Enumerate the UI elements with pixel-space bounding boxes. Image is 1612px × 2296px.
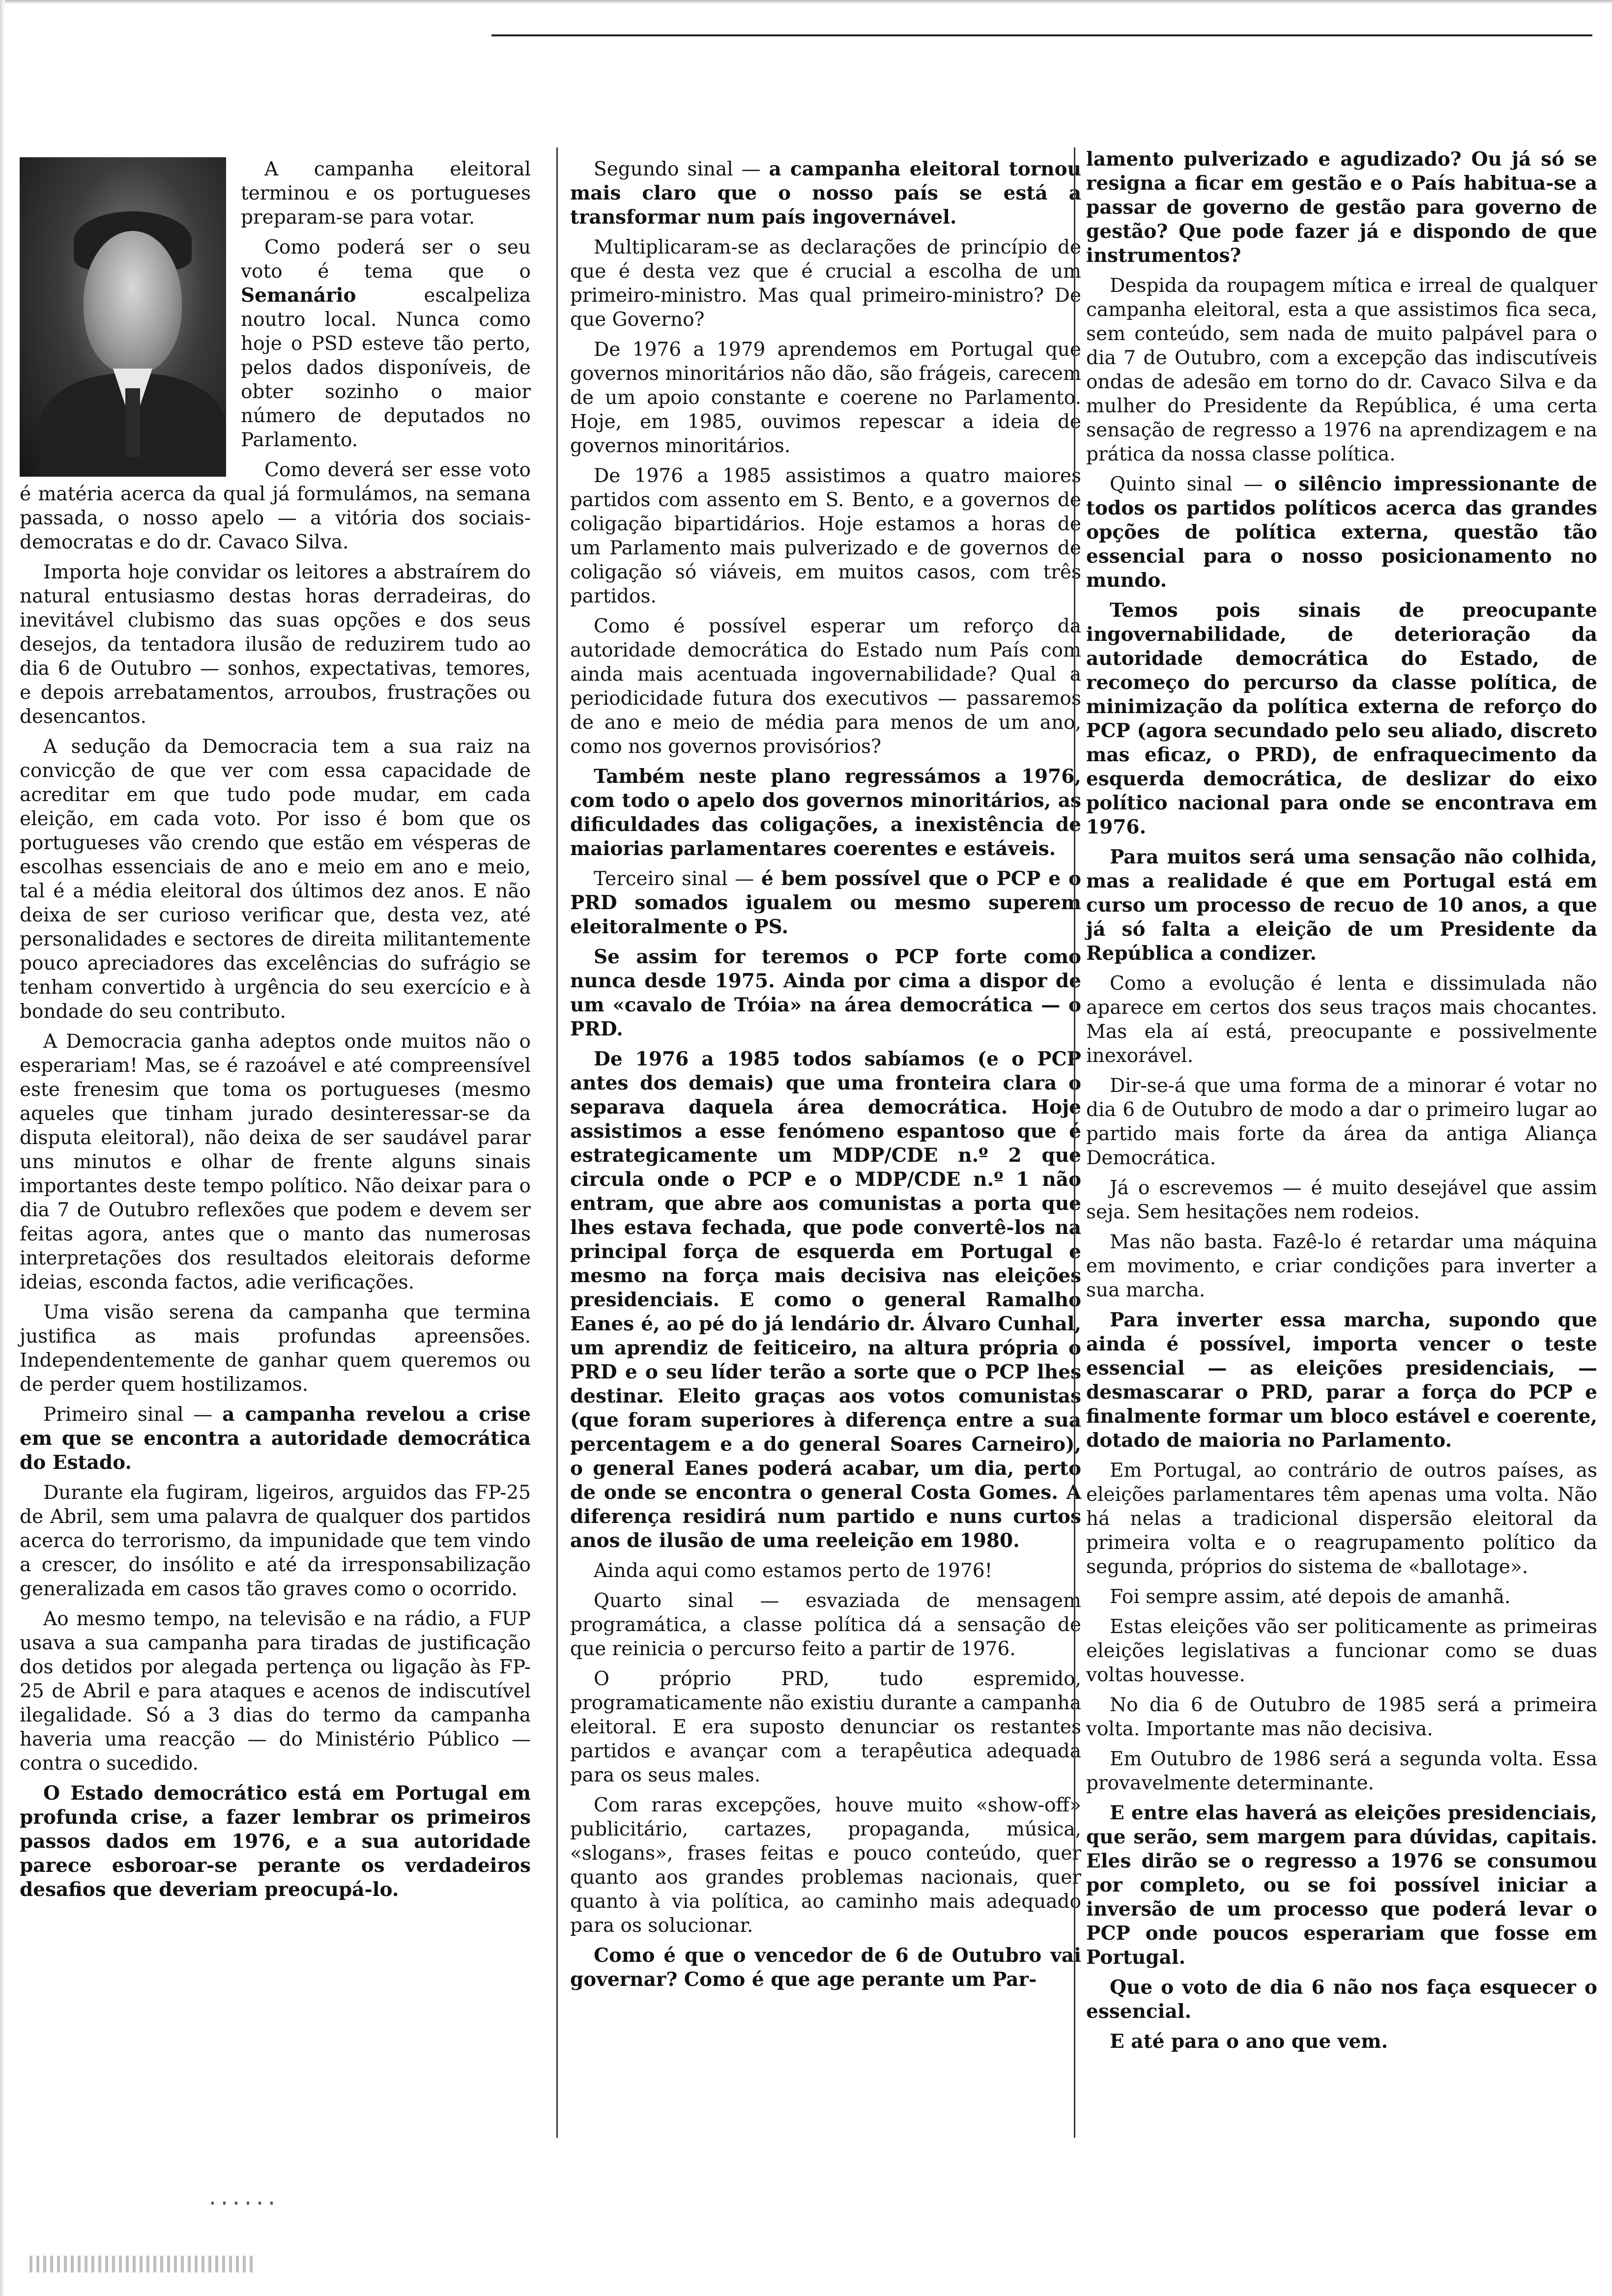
body-text: De 1976 a 1979 aprendemos em Portugal que governos minoritários não dão, são frágeis, carecem de um apoio constante e coerene no Parlamento. Hoje, em 1985, ouvimos repescar a ideia de governos minoritários. xyxy=(570,339,1081,457)
scan-bottom-marks xyxy=(29,2256,256,2272)
col3-paragraph xyxy=(1086,1230,1597,1302)
bold-text: Também neste plano regressámos a 1976, com todo o apelo dos governos minoritários, as dificuldades das coligações, a inexistência de maiorias parlamentares coerentes e estáveis. xyxy=(570,765,1081,860)
body-text: O próprio PRD, tudo espremido, programaticamente não existiu durante a campanha eleitoral. E era suposto denunciar os restantes partidos e avançar com a terapêutica adequada para os seus males. xyxy=(570,1668,1081,1786)
col2-paragraph xyxy=(570,157,1081,230)
col3-paragraph xyxy=(1086,472,1597,593)
body-text: Primeiro sinal — xyxy=(43,1404,223,1426)
body-text: Com raras excepções, houve muito «show-off» publicitário, cartazes, propaganda, música, «slogans», frases feitas e pouco conteúdo, quer quanto aos grandes problemas nacionais, quer quanto à via política, ao caminho mais adequado para os solucionar. xyxy=(570,1794,1081,1937)
article-column-1 xyxy=(20,157,531,1908)
body-text: Dir-se-á que uma forma de a minorar é votar no dia 6 de Outubro de modo a dar o primeiro lugar ao partido mais forte da área da antiga Aliança Democrática. xyxy=(1086,1075,1597,1169)
col3-paragraph xyxy=(1086,1693,1597,1741)
col3-paragraph xyxy=(1086,1801,1597,1970)
col1-paragraph xyxy=(20,560,531,729)
body-text: Quarto sinal — esvaziada de mensagem programática, a classe política dá a sensação de que reinicia o percurso feito a partir de 1976. xyxy=(570,1590,1081,1660)
bold-text: a campanha revelou a crise em que se encontra a autoridade democrática do Estado. xyxy=(20,1403,531,1474)
body-text: Como deverá ser esse voto é matéria acerca da qual já formulámos, na semana passada, o nosso apelo — a vitória dos sociais-democratas e do dr. Cavaco Silva. xyxy=(20,459,531,553)
col3-paragraph xyxy=(1086,1459,1597,1579)
col1-paragraph xyxy=(20,1403,531,1475)
col1-paragraph xyxy=(20,1030,531,1294)
col1-paragraph xyxy=(20,1607,531,1776)
body-text: A campanha eleitoral terminou e os portugueses preparam-se para votar. xyxy=(241,158,531,229)
col1-paragraph xyxy=(20,1300,531,1397)
body-text: No dia 6 de Outubro de 1985 será a primeira volta. Importante mas não decisiva. xyxy=(1086,1694,1597,1740)
scan-left-edge xyxy=(0,0,5,2296)
body-text: Ainda aqui como estamos perto de 1976! xyxy=(594,1560,993,1582)
col1-paragraph xyxy=(20,1781,531,1902)
col2-paragraph xyxy=(570,235,1081,332)
col2-paragraph xyxy=(570,945,1081,1041)
col3-paragraph xyxy=(1086,1747,1597,1795)
body-text: Multiplicaram-se as declarações de princípio de que é desta vez que é crucial a escolha de um primeiro-ministro. Mas qual primeiro-ministro? De que Governo? xyxy=(570,236,1081,331)
body-text: Como a evolução é lenta e dissimulada não aparece em certos dos seus traços mais chocantes. Mas ela aí está, preocupante e possivelmente inexorável. xyxy=(1086,973,1597,1067)
bold-text: lamento pulverizado e agudizado? Ou já só se resigna a ficar em gestão e o País habitua-se a passar de governo de gestão para governo de gestão? Que pode fazer já e dispondo de que instrumentos? xyxy=(1086,148,1597,267)
body-text: Terceiro sinal — xyxy=(594,868,761,890)
col2-paragraph xyxy=(570,1667,1081,1787)
col2-paragraph xyxy=(570,464,1081,608)
portrait-photo xyxy=(20,157,226,477)
col2-paragraph xyxy=(570,1793,1081,1938)
article-column-2 xyxy=(570,157,1081,1998)
bold-text: Se assim for teremos o PCP forte como nunca desde 1975. Ainda por cima a dispor de um «cavalo de Tróia» na área democrática — o PRD. xyxy=(570,946,1081,1040)
bold-text: O Estado democrático está em Portugal em profunda crise, a fazer lembrar os primeiros passos dados em 1976, e a sua autoridade parece esboroar-se perante os verdadeiros desafios que deveriam preocupá-lo. xyxy=(20,1782,531,1901)
body-text: Quinto sinal — xyxy=(1110,473,1274,495)
header-rule xyxy=(491,34,1592,36)
col2-paragraph xyxy=(570,338,1081,458)
col3-paragraph xyxy=(1086,1308,1597,1453)
body-text: Estas eleições vão ser politicamente as primeiras eleições legislativas a funcionar como se duas voltas houvesse. xyxy=(1086,1616,1597,1686)
bold-text: De 1976 a 1985 todos sabíamos (e o PCP antes dos demais) que uma fronteira clara o separava daquela área democrática. Hoje assistimos a esse fenómeno espantoso que é estrategicamente um MDP/CDE n.º 2 que circula onde o PCP e o MDP/CDE n.º 1 não entram, que abre aos comunistas a porta que lhes estava fechada, que pode convertê-los na principal força de esquerda em Portugal e mesmo na força mais decisiva nas eleições presidenciais. E como o general Ramalho Eanes é, ao pé do já lendário dr. Álvaro Cunhal, um aprendiz de feiticeiro, na altura própria o PRD e o seu líder terão a sorte que o PCP lhes destinar. Eleito graças aos votos comunistas (que foram superiores à diferença entre a sua percentagem e a do general Soares Carneiro), o general Eanes poderá acabar, um dia, perto de onde se encontra o general Costa Gomes. A diferença residirá num partido e nuns curtos anos de ilusão de uma reeleição em 1980. xyxy=(570,1048,1081,1552)
col3-paragraph xyxy=(1086,274,1597,466)
bold-text: Como é que o vencedor de 6 de Outubro vai governar? Como é que age perante um Par- xyxy=(570,1944,1081,1991)
col2-paragraph xyxy=(570,1589,1081,1661)
col3-paragraph xyxy=(1086,1074,1597,1170)
column-2-paragraphs xyxy=(570,157,1081,1992)
body-text: Como poderá ser o seu voto é tema que o xyxy=(241,236,531,283)
bold-text: é bem possível que o PCP e o PRD somados igualem ou mesmo superem eleitoralmente o PS. xyxy=(570,867,1082,938)
col1-paragraph xyxy=(20,1481,531,1601)
portrait-face xyxy=(84,231,182,373)
col2-paragraph xyxy=(570,1944,1081,1992)
bold-text: Para muitos será uma sensação não colhida, mas a realidade é que em Portugal está em curso um processo de recuo de 10 anos, a que já só falta a eleição de um Presidente da República a condizer. xyxy=(1086,846,1597,965)
col3-paragraph xyxy=(1086,599,1597,839)
body-text: escalpeliza noutro local. Nunca como hoje o PSD esteve tão perto, pelos dados disponíveis, de obter sozinho o maior número de deputados no Parlamento. xyxy=(241,285,531,451)
body-text: Durante ela fugiram, ligeiros, arguidos das FP-25 de Abril, sem uma palavra de qualquer dos partidos acerca do terrorismo, da impunidade que tem vindo a crescer, do insólito e até da irresponsabilização generalizada em casos tão graves como o ocorrido. xyxy=(20,1482,531,1600)
col1-paragraph xyxy=(20,735,531,1024)
column-divider-1 xyxy=(556,147,558,2138)
bold-text: E entre elas haverá as eleições presidenciais, que serão, sem margem para dúvidas, capitais. Eles dirão se o regresso a 1976 se consumou por completo, ou se foi possível iniciar a inversão de um processo que poderá levar o PCP onde poucos esperariam que fosse em Portugal. xyxy=(1086,1802,1597,1969)
body-text: Como é possível esperar um reforço da autoridade democrática do Estado num País com ainda mais acentuada ingovernabilidade? Qual a periodicidade futura dos executivos — passaremos de ano e meio de média para menos de um ano, como nos governos provisórios? xyxy=(570,615,1081,758)
bold-text: E até para o ano que vem. xyxy=(1110,2030,1388,2053)
bold-text: a campanha eleitoral tornou mais claro que o nosso país se está a transformar num país ingovernável. xyxy=(570,158,1081,229)
col3-paragraph xyxy=(1086,147,1597,268)
body-text: A Democracia ganha adeptos onde muitos não o esperariam! Mas, se é razoável e até compreensível este frenesim que toma os portugueses (mesmo aqueles que tinham jurado desinteressar-se da disputa eleitoral), não deixa de ser saudável parar uns minutos e olhar de frente alguns sinais importantes deste tempo político. Não deixar para o dia 7 de Outubro reflexões que podem e devem ser feitas agora, antes que o manto das numerosas interpretações dos resultados eleitorais deforme ideias, esconda factos, adie verificações. xyxy=(20,1031,531,1293)
bold-text: Semanário xyxy=(241,284,356,307)
bold-text: Para inverter essa marcha, supondo que ainda é possível, importa vencer o teste essencial — as eleições presidenciais, — desmascarar o PRD, parar a força do PCP e finalmente formar um bloco estável e coerente, dotado de maioria no Parlamento. xyxy=(1086,1309,1597,1452)
body-text: Segundo sinal — xyxy=(594,158,769,180)
column-3-paragraphs xyxy=(1086,147,1597,2054)
body-text: Ao mesmo tempo, na televisão e na rádio, a FUP usava a sua campanha para tiradas de justificação dos detidos por alegada pertença ou ligação às FP-25 de Abril e para ataques e acenos de indiscutível ilegalidade. Só a 3 dias do termo da campanha haveria uma reacção — do Ministério Público — contra o sucedido. xyxy=(20,1608,531,1775)
col3-paragraph xyxy=(1086,1976,1597,2024)
bold-text: o silêncio impressionante de todos os partidos políticos acerca das grandes opções de política externa, questão tão essencial para o nosso posicionamento no mundo. xyxy=(1086,473,1597,592)
body-text: A sedução da Democracia tem a sua raiz na convicção de que ver com essa capacidade de acreditar em que tudo pode mudar, em cada eleição, em cada voto. Por isso é bom que os portugueses vão crendo que estão em vésperas de escolhas essenciais de ano e meio em ano e meio, tal é a média eleitoral dos últimos dez anos. E não deixa de ser curioso verificar que, desta vez, até personalidades e sectores de direita militantemente pouco apreciadores das excelências do sufrágio se tenham convertido à urgência do seu exercício e à bondade do seu contributo. xyxy=(20,736,531,1023)
col3-paragraph xyxy=(1086,1176,1597,1224)
body-text: Foi sempre assim, até depois de amanhã. xyxy=(1110,1586,1511,1608)
body-text: Despida da roupagem mítica e irreal de qualquer campanha eleitoral, esta a que assistimos fica seca, sem conteúdo, sem nada de muito palpável para o dia 7 de Outubro, com a excepção das indiscutíveis ondas de adesão em torno do dr. Cavaco Silva e da mulher do Presidente da República, é uma certa sensação de regresso a 1976 na aprendizagem e na prática da nossa classe política. xyxy=(1086,275,1597,465)
body-text: Importa hoje convidar os leitores a abstraírem do natural entusiasmo destas horas derradeiras, do inevitável clubismo das suas opções e dos seus desejos, da tentadora ilusão de reduzirem tudo ao dia 6 de Outubro — sonhos, expectativas, temores, e depois arrebatamentos, arroubos, frustrações ou desencantos. xyxy=(20,561,531,728)
article-column-3 xyxy=(1086,147,1597,2060)
body-text: Mas não basta. Fazê-lo é retardar uma máquina em movimento, e criar condições para inverter a sua marcha. xyxy=(1086,1231,1597,1301)
col2-paragraph xyxy=(570,1047,1081,1553)
col2-paragraph xyxy=(570,867,1081,939)
portrait-tie xyxy=(125,388,140,457)
bold-text: Temos pois sinais de preocupante ingovernabilidade, de deterioração da autoridade democrática do Estado, de recomeço do percurso da classe política, de minimização da política externa de reforço do PCP (agora secundado pelo seu aliado, discreto mas eficaz, o PRD), de enfraquecimento da esquerda democrática, de deslizar do eixo político nacional para onde se encontrava em 1976. xyxy=(1086,599,1597,838)
col3-paragraph xyxy=(1086,1615,1597,1687)
end-dots xyxy=(211,2202,280,2205)
body-text: Uma visão serena da campanha que termina justifica as mais profundas apreensões. Independentemente de ganhar quem queremos ou de perder quem hostilizamos. xyxy=(20,1301,531,1396)
col3-paragraph xyxy=(1086,1585,1597,1609)
column-divider-2 xyxy=(1074,147,1075,2138)
body-text: Já o escrevemos — é muito desejável que assim seja. Sem hesitações nem rodeios. xyxy=(1086,1177,1597,1223)
col3-paragraph xyxy=(1086,845,1597,966)
col3-paragraph xyxy=(1086,2030,1597,2054)
body-text: Em Portugal, ao contrário de outros países, as eleições parlamentares têm apenas uma volta. Não há nelas a tradicional dispersão eleitoral da primeira volta e o reagrupamento político da segunda, próprios do sistema de «ballotage». xyxy=(1086,1460,1597,1578)
body-text: Em Outubro de 1986 será a segunda volta. Essa provavelmente determinante. xyxy=(1086,1748,1597,1794)
body-text: De 1976 a 1985 assistimos a quatro maiores partidos com assento em S. Bento, e a governos de coligação bipartidários. Hoje estamos a horas de um Parlamento mais pulverizado e de governos de coligação só viáveis, em muitos casos, com três partidos. xyxy=(570,465,1081,607)
bold-text: Que o voto de dia 6 não nos faça esquecer o essencial. xyxy=(1086,1976,1597,2023)
scan-top-edge xyxy=(0,0,1612,4)
col2-paragraph xyxy=(570,1559,1081,1583)
col3-paragraph xyxy=(1086,972,1597,1068)
col2-paragraph xyxy=(570,614,1081,759)
col2-paragraph xyxy=(570,765,1081,861)
